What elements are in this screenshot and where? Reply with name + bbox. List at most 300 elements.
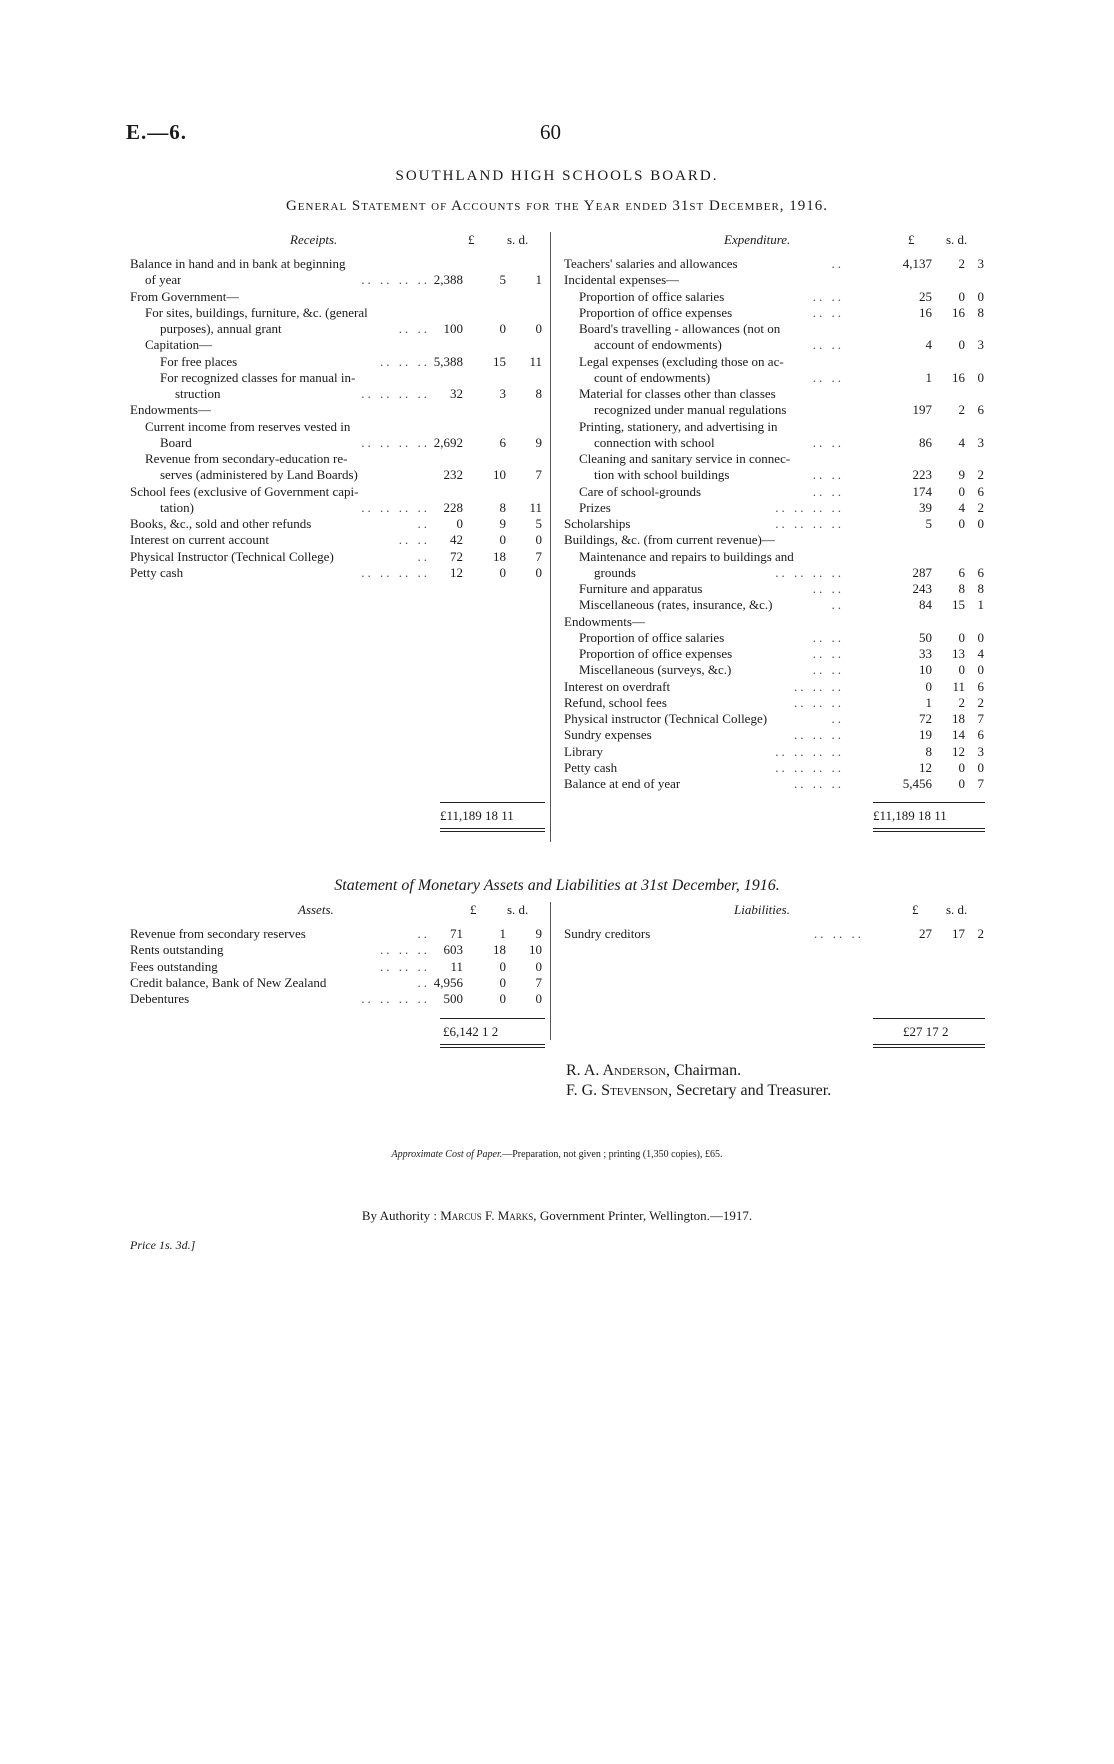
ledger-row: [564, 272, 984, 288]
row-label: Revenue from secondary reserves: [130, 926, 306, 941]
expenditure-total-double-rule: [873, 828, 985, 832]
leader-dots: .. .. .. ..: [361, 499, 430, 515]
amount-pounds: 86: [919, 434, 932, 450]
leader-dots: .. ..: [812, 662, 844, 678]
amount-pounds: 32: [450, 386, 463, 401]
leader-dots: .. .. ..: [794, 678, 844, 694]
amount-pounds: 4,137: [902, 256, 932, 271]
row-label: Board: [160, 434, 192, 450]
row-label: grounds: [594, 564, 636, 580]
receipts-table: [130, 256, 545, 581]
amount-pounds: 223: [912, 467, 932, 483]
ledger-row: [564, 711, 984, 727]
amount-pounds: 232: [443, 467, 463, 483]
amount-pence: 1: [535, 272, 542, 288]
ledger-row: [564, 451, 984, 467]
amount-pence: 9: [535, 926, 542, 941]
leader-dots: .. ..: [398, 321, 430, 336]
receipts-total-double-rule: [440, 828, 545, 832]
price: Price 1s. 3d.]: [130, 1238, 196, 1252]
amount-pounds: 2,388: [433, 272, 463, 288]
amount-pence: 0: [977, 759, 984, 775]
row-label: Library: [564, 743, 603, 759]
amount-shillings: 1: [499, 926, 506, 941]
leader-dots: ..: [417, 516, 430, 531]
receipts-heading: Receipts.: [290, 232, 338, 247]
ledger-row: [130, 926, 545, 942]
leader-dots: .. .. ..: [814, 926, 864, 941]
leader-dots: .. .. .. ..: [361, 991, 430, 1006]
leader-dots: .. ..: [398, 532, 430, 548]
amount-shillings: 16: [952, 369, 965, 385]
row-label: Books, &c., sold and other refunds: [130, 516, 312, 531]
amount-pounds: 0: [456, 516, 463, 531]
row-label: connection with school: [594, 434, 715, 450]
row-label: account of endowments): [594, 337, 722, 353]
ledger-row: [564, 776, 984, 792]
amount-shillings: 2: [958, 402, 965, 418]
leader-dots: .. .. ..: [380, 353, 430, 369]
row-label: Printing, stationery, and advertising in: [579, 418, 778, 434]
amount-pounds: 500: [443, 991, 463, 1006]
leader-dots: .. .. ..: [794, 694, 844, 710]
row-label: Proportion of office expenses: [579, 304, 733, 320]
ledger-row: [564, 435, 984, 451]
receipts-total-rule: [440, 802, 545, 803]
amount-pounds: 243: [912, 581, 932, 596]
amount-pence: 3: [977, 434, 984, 450]
expenditure-pounds-header: £: [908, 232, 915, 247]
leader-dots: ..: [831, 711, 844, 726]
leader-dots: .. .. ..: [380, 958, 430, 974]
amount-pence: 2: [977, 694, 984, 710]
row-label: Balance at end of year: [564, 776, 681, 791]
amount-pounds: 174: [912, 483, 932, 499]
amount-shillings: 18: [952, 711, 965, 726]
amount-pounds: 50: [919, 629, 932, 645]
amount-pence: 6: [977, 483, 984, 499]
amount-shillings: 5: [499, 272, 506, 288]
amount-pence: 7: [535, 548, 542, 564]
amount-shillings: 8: [958, 581, 965, 596]
liabilities-heading: Liabilities.: [734, 902, 790, 917]
ledger-row: [564, 289, 984, 305]
chairman-name: R. A. Anderson,: [566, 1062, 670, 1079]
amount-pounds: 1: [925, 369, 932, 385]
amount-shillings: 0: [958, 776, 965, 791]
ledger-row: [130, 451, 545, 467]
ledger-row: [130, 256, 545, 272]
printer-line: [0, 1208, 1114, 1224]
row-label: Care of school-grounds: [579, 483, 702, 499]
row-label: Cleaning and sanitary service in connec-: [579, 451, 791, 466]
expenditure-heading: Expenditure.: [724, 232, 791, 247]
ledger-row: [564, 305, 984, 321]
assets-total-double-rule: [440, 1044, 545, 1048]
ledger-row: [130, 386, 545, 402]
amount-pounds: 1: [925, 694, 932, 710]
leader-dots: .. ..: [812, 646, 844, 661]
leader-dots: .. .. .. ..: [361, 272, 430, 288]
row-label: Refund, school fees: [564, 694, 667, 710]
amount-pence: 0: [535, 564, 542, 580]
assets-pounds-header: £: [470, 902, 477, 917]
printer-prefix: By Authority :: [361, 1208, 437, 1223]
amount-pence: 8: [535, 386, 542, 401]
amount-shillings: 0: [499, 564, 506, 580]
liabilities-table: [564, 926, 984, 942]
row-label: Revenue from secondary-education re-: [145, 451, 348, 466]
ledger-row: [130, 565, 545, 581]
ledger-row: [130, 975, 545, 991]
amount-shillings: 0: [499, 532, 506, 548]
leader-dots: .. .. .. ..: [361, 564, 430, 580]
ledger-row: [564, 565, 984, 581]
assets-total: £6,142 1 2: [443, 1024, 499, 1039]
amount-shillings: 0: [958, 516, 965, 531]
amount-shillings: 0: [958, 662, 965, 678]
row-label: Capitation—: [145, 337, 213, 353]
assets-table: [130, 926, 545, 1007]
cost-text: —Preparation, not given ; printing (1,350 copies), £65.: [502, 1149, 723, 1160]
leader-dots: .. .. ..: [380, 942, 430, 958]
ledger-row: [130, 532, 545, 548]
amount-shillings: 6: [499, 434, 506, 450]
liabilities-total-double-rule: [873, 1044, 985, 1048]
amount-shillings: 0: [499, 958, 506, 974]
ledger-row: [564, 744, 984, 760]
amount-shillings: 15: [493, 353, 506, 369]
liabilities-total-rule: [873, 1018, 985, 1019]
leader-dots: .. .. .. ..: [775, 499, 844, 515]
leader-dots: .. ..: [812, 337, 844, 353]
amount-pounds: 5: [925, 516, 932, 531]
row-label: From Government—: [130, 288, 240, 304]
leader-dots: .. .. .. ..: [775, 564, 844, 580]
ledger-row: [564, 695, 984, 711]
amount-shillings: 3: [499, 386, 506, 401]
chairman-signature: [566, 1062, 741, 1080]
amount-shillings: 0: [499, 974, 506, 990]
printer-name: Marcus F. Marks,: [440, 1208, 537, 1223]
ledger-row: [564, 402, 984, 418]
ledger-row: [130, 959, 545, 975]
leader-dots: ..: [831, 597, 844, 613]
amount-pounds: 5,456: [902, 776, 932, 791]
amount-shillings: 0: [499, 991, 506, 1006]
assets-heading: Assets.: [298, 902, 334, 917]
ledger-row: [564, 727, 984, 743]
row-label: Teachers' salaries and allowances: [564, 256, 738, 271]
row-label: Credit balance, Bank of New Zealand: [130, 974, 327, 990]
amount-pence: 0: [977, 662, 984, 678]
amount-pence: 3: [977, 337, 984, 353]
amount-shillings: 16: [952, 304, 965, 320]
amount-pence: 11: [529, 499, 542, 515]
row-label: Board's travelling - allowances (not on: [579, 321, 781, 336]
assets-total-rule: [440, 1018, 545, 1019]
row-label: tion with school buildings: [594, 467, 730, 483]
ledger-row: [130, 516, 545, 532]
ledger-row: [564, 256, 984, 272]
amount-shillings: 4: [958, 434, 965, 450]
row-label: Interest on current account: [130, 532, 269, 548]
ledger-row: [564, 614, 984, 630]
amount-pence: 8: [977, 581, 984, 596]
amount-pounds: 33: [919, 646, 932, 661]
amount-shillings: 2: [958, 256, 965, 271]
secretary-title: Secretary and Treasurer.: [676, 1082, 832, 1099]
amount-pounds: 2,692: [433, 434, 463, 450]
row-label: Maintenance and repairs to buildings and: [579, 548, 794, 564]
expenditure-total-rule: [873, 802, 985, 803]
leader-dots: .. ..: [812, 467, 844, 483]
amount-pounds: 4: [925, 337, 932, 353]
row-label: of year: [145, 272, 182, 288]
chairman-title: Chairman.: [673, 1062, 742, 1079]
amount-pounds: 12: [450, 564, 463, 580]
ledger-row: [130, 467, 545, 483]
ledger-row: [130, 321, 545, 337]
ledger-row: [130, 419, 545, 435]
row-label: Physical instructor (Technical College): [564, 711, 768, 726]
liabilities-sd-header: s. d.: [946, 902, 968, 917]
amount-pounds: 5,388: [433, 353, 463, 369]
row-label: serves (administered by Land Boards): [160, 467, 358, 483]
amount-pounds: 11: [450, 958, 463, 974]
expenditure-total: £11,189 18 11: [873, 808, 947, 823]
receipts-sd-header: s. d.: [507, 232, 529, 247]
amount-pounds: 19: [919, 727, 932, 743]
row-label: Endowments—: [130, 402, 211, 418]
board-title: SOUTHLAND HIGH SCHOOLS BOARD.: [395, 168, 719, 184]
amount-pence: 3: [977, 743, 984, 759]
ledger-row: [564, 630, 984, 646]
ledger-row: [564, 467, 984, 483]
expenditure-sd-header: s. d.: [946, 232, 968, 247]
amount-shillings: 10: [493, 467, 506, 483]
amount-shillings: 4: [958, 499, 965, 515]
ledger-row: [130, 289, 545, 305]
amount-pence: 0: [535, 958, 542, 974]
ledger-row: [564, 484, 984, 500]
amount-shillings: 14: [952, 727, 965, 743]
amount-pence: 0: [977, 369, 984, 385]
leader-dots: ..: [417, 548, 430, 564]
amount-shillings: 11: [952, 678, 965, 694]
amount-pounds: 0: [925, 678, 932, 694]
amount-pounds: 10: [919, 662, 932, 678]
ledger-row: [564, 370, 984, 386]
amount-pence: 8: [977, 304, 984, 320]
ledger-row: [564, 679, 984, 695]
amount-pence: 5: [535, 516, 542, 531]
row-label: For sites, buildings, furniture, &c. (general: [145, 304, 368, 320]
amount-pence: 2: [977, 499, 984, 515]
ledger-row: [130, 942, 545, 958]
leader-dots: .. .. .. ..: [775, 516, 844, 531]
row-label: Prizes: [579, 499, 611, 515]
ledger-row: [564, 662, 984, 678]
amount-shillings: 18: [493, 942, 506, 958]
amount-pounds: 27: [919, 926, 932, 941]
amount-pence: 6: [977, 402, 984, 418]
amount-shillings: 0: [958, 759, 965, 775]
leader-dots: .. .. .. ..: [775, 759, 844, 775]
row-label: Rents outstanding: [130, 942, 224, 958]
row-label: Petty cash: [130, 564, 184, 580]
amount-pence: 0: [977, 629, 984, 645]
leader-dots: .. ..: [812, 434, 844, 450]
ledger-row: [130, 435, 545, 451]
receipts-total: £11,189 18 11: [440, 808, 514, 823]
row-label: tation): [160, 499, 194, 515]
ledger-row: [564, 354, 984, 370]
ledger-row: [130, 549, 545, 565]
amount-pence: 7: [977, 776, 984, 791]
page-reference: E.—6.: [126, 120, 188, 144]
row-label: Fees outstanding: [130, 958, 218, 974]
amount-shillings: 18: [493, 548, 506, 564]
statement-title: General Statement of Accounts for the Year ended 31st December, 1916.: [285, 198, 829, 214]
amount-pence: 0: [535, 532, 542, 548]
assets-liabilities-title: Statement of Monetary Assets and Liabilities at 31st December, 1916.: [334, 877, 780, 894]
ledger-row: [130, 337, 545, 353]
amount-pounds: 4,956: [433, 974, 463, 990]
amount-pounds: 42: [450, 532, 463, 548]
row-label: Proportion of office salaries: [579, 629, 725, 645]
amount-pence: 2: [977, 467, 984, 483]
amount-pounds: 287: [912, 564, 932, 580]
leader-dots: ..: [417, 974, 430, 990]
amount-shillings: 9: [958, 467, 965, 483]
amount-pence: 0: [977, 516, 984, 531]
row-label: Miscellaneous (rates, insurance, &c.): [579, 597, 773, 613]
column-divider: [550, 232, 551, 842]
amount-pence: 0: [535, 321, 542, 336]
amount-pounds: 84: [919, 597, 932, 613]
page-number: 60: [540, 120, 561, 144]
amount-shillings: 0: [958, 629, 965, 645]
ledger-row: [130, 484, 545, 500]
ledger-row: [130, 272, 545, 288]
leader-dots: ..: [417, 926, 430, 941]
amount-pounds: 71: [450, 926, 463, 941]
leader-dots: .. .. .. ..: [361, 386, 430, 401]
row-label: Sundry expenses: [564, 727, 652, 743]
row-label: count of endowments): [594, 369, 711, 385]
amount-pence: 6: [977, 678, 984, 694]
row-label: School fees (exclusive of Government capi-: [130, 483, 359, 499]
amount-pounds: 12: [919, 759, 932, 775]
row-label: For recognized classes for manual in-: [160, 369, 356, 385]
leader-dots: .. ..: [812, 629, 844, 645]
row-label: purposes), annual grant: [160, 321, 282, 336]
ledger-row: [564, 337, 984, 353]
amount-shillings: 0: [958, 288, 965, 304]
leader-dots: .. ..: [812, 288, 844, 304]
ledger-row: [564, 926, 984, 942]
row-label: For free places: [160, 353, 238, 369]
row-label: Incidental expenses—: [564, 272, 680, 288]
amount-pence: 10: [529, 942, 542, 958]
amount-shillings: 6: [958, 564, 965, 580]
amount-pounds: 16: [919, 304, 932, 320]
row-label: Debentures: [130, 991, 190, 1006]
printer-suffix: Government Printer, Wellington.—1917.: [539, 1208, 753, 1223]
amount-pence: 3: [977, 256, 984, 271]
leader-dots: .. ..: [812, 483, 844, 499]
row-label: Miscellaneous (surveys, &c.): [579, 662, 732, 678]
amount-pence: 4: [977, 646, 984, 661]
amount-shillings: 0: [958, 337, 965, 353]
ledger-row: [130, 991, 545, 1007]
liabilities-total: £27 17 2: [903, 1024, 949, 1039]
ledger-row: [564, 321, 984, 337]
amount-pence: 7: [535, 974, 542, 990]
row-label: Balance in hand and in bank at beginning: [130, 256, 346, 271]
row-label: Furniture and apparatus: [579, 581, 703, 596]
ledger-row: [564, 419, 984, 435]
leader-dots: ..: [831, 256, 844, 271]
expenditure-table: [564, 256, 984, 792]
ledger-row: [564, 386, 984, 402]
ledger-row: [564, 516, 984, 532]
leader-dots: .. .. .. ..: [775, 743, 844, 759]
secretary-signature: [566, 1082, 831, 1100]
row-label: struction: [175, 386, 221, 401]
ledger-row: [130, 500, 545, 516]
amount-shillings: 13: [952, 646, 965, 661]
amount-pence: 2: [977, 926, 984, 941]
amount-pence: 0: [977, 288, 984, 304]
amount-pence: 0: [535, 991, 542, 1006]
cost-label: Approximate Cost of Paper.: [391, 1149, 503, 1160]
ledger-row: [130, 402, 545, 418]
amount-pence: 7: [977, 711, 984, 726]
row-label: Current income from reserves vested in: [145, 418, 351, 434]
amount-pounds: 25: [919, 288, 932, 304]
ledger-row: [564, 532, 984, 548]
amount-pounds: 72: [919, 711, 932, 726]
cost-note: [0, 1149, 1114, 1160]
assets-column-divider: [550, 902, 551, 1040]
ledger-row: [564, 597, 984, 613]
amount-pence: 1: [977, 597, 984, 613]
secretary-name: F. G. Stevenson,: [566, 1082, 673, 1099]
amount-pence: 6: [977, 727, 984, 743]
amount-pounds: 197: [912, 402, 932, 418]
row-label: Proportion of office salaries: [579, 288, 725, 304]
amount-shillings: 0: [499, 321, 506, 336]
row-label: Petty cash: [564, 759, 618, 775]
ledger-row: [564, 500, 984, 516]
ledger-row: [130, 370, 545, 386]
row-label: Sundry creditors: [564, 926, 651, 941]
leader-dots: .. ..: [812, 304, 844, 320]
amount-pence: 6: [977, 564, 984, 580]
amount-pounds: 100: [443, 321, 463, 336]
row-label: Physical Instructor (Technical College): [130, 548, 334, 564]
leader-dots: .. .. ..: [794, 727, 844, 743]
amount-shillings: 12: [952, 743, 965, 759]
leader-dots: .. ..: [812, 581, 844, 596]
row-label: Material for classes other than classes: [579, 386, 776, 401]
amount-pence: 11: [529, 353, 542, 369]
assets-sd-header: s. d.: [507, 902, 529, 917]
ledger-row: [130, 354, 545, 370]
row-label: Proportion of office expenses: [579, 646, 733, 661]
